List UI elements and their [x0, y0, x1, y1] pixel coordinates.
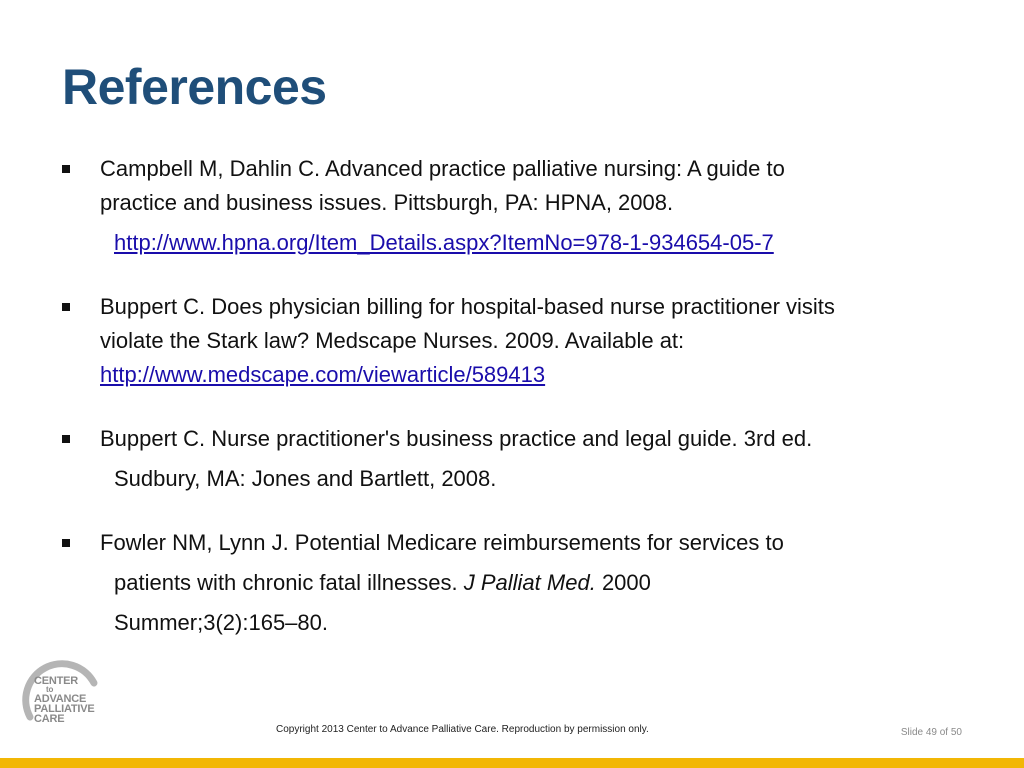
reference-text: Fowler NM, Lynn J. Potential Medicare reimbursements for services to: [100, 530, 784, 555]
reference-text: violate the Stark law? Medscape Nurses. 2009. Available at:: [100, 328, 685, 353]
square-bullet-icon: [62, 165, 70, 173]
reference-text: Buppert C. Does physician billing for hospital-based nurse practitioner visits: [100, 294, 835, 319]
reference-link[interactable]: http://www.hpna.org/Item_Details.aspx?ItemNo=978-1-934654-05-7: [114, 230, 774, 255]
reference-text: Campbell M, Dahlin C. Advanced practice palliative nursing: A guide to: [100, 156, 785, 181]
reference-link[interactable]: http://www.medscape.com/viewarticle/589413: [100, 362, 546, 387]
slide-title: References: [62, 59, 327, 115]
square-bullet-icon: [62, 539, 70, 547]
square-bullet-icon: [62, 303, 70, 311]
reference-text: Summer;3(2):165–80.: [114, 610, 328, 635]
reference-item: [62, 526, 992, 640]
slide-number: Slide 49 of 50: [900, 727, 962, 738]
capc-logo-text: CENTER to ADVANCE PALLIATIVE CARE: [34, 675, 95, 725]
footer-bar: [0, 758, 1024, 768]
square-bullet-icon: [62, 435, 70, 443]
copyright-notice: Copyright 2013 Center to Advance Palliative Care. Reproduction by permission only.: [276, 724, 649, 735]
reference-text: patients with chronic fatal illnesses.: [114, 570, 458, 595]
reference-text: 2000: [601, 570, 651, 595]
reference-item: [62, 422, 992, 496]
reference-text: Sudbury, MA: Jones and Bartlett, 2008.: [114, 466, 497, 491]
reference-item: [62, 290, 992, 392]
reference-text: Buppert C. Nurse practitioner's business practice and legal guide. 3rd ed.: [100, 426, 813, 451]
journal-name: J Palliat Med.: [463, 570, 596, 595]
reference-text: practice and business issues. Pittsburgh, PA: HPNA, 2008.: [100, 190, 674, 215]
reference-item: [62, 152, 992, 260]
